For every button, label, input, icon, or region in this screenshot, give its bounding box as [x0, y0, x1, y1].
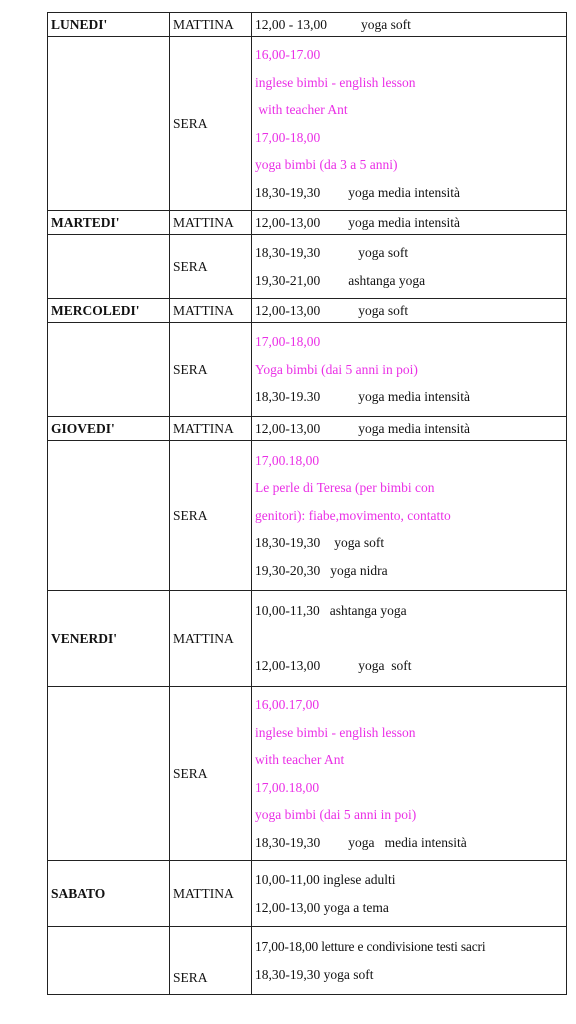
activity-cell — [252, 323, 567, 417]
activity-cell — [252, 37, 567, 211]
activity-name: yoga media intensità — [348, 184, 460, 200]
activity-line — [255, 239, 566, 267]
table-row — [48, 299, 567, 323]
day-label: MERCOLEDI' — [48, 299, 170, 323]
activity-name: yoga nidra — [330, 562, 388, 578]
slot-label: SERA — [170, 323, 252, 417]
day-label-empty — [48, 323, 170, 417]
time-range: 17,00.18,00 — [255, 779, 320, 795]
activity-name: ashtanga yoga — [329, 603, 407, 619]
activity-cell — [252, 299, 567, 323]
time-range: 17,00.18,00 — [255, 452, 320, 468]
day-label-empty — [48, 235, 170, 299]
time-range: 16,00.17,00 — [255, 697, 320, 712]
slot-label: SERA — [170, 235, 252, 299]
activity-cell — [252, 591, 567, 687]
time-range: 16,00-17.00 — [255, 47, 321, 62]
table-row — [48, 323, 567, 417]
time-range: 18,30-19,30 — [255, 245, 321, 260]
table-row — [48, 13, 567, 37]
activity-name: with teacher Ant — [255, 752, 345, 767]
slot-label: MATTINA — [170, 299, 252, 323]
activity-line: 10,00-11,00 inglese adulti — [255, 872, 396, 887]
activity-name: yoga soft — [358, 658, 412, 674]
activity-cell — [252, 417, 567, 441]
slot-label: SERA — [170, 687, 252, 861]
time-range: 12,00 - 13,00 — [255, 16, 327, 32]
activity-line — [255, 267, 566, 295]
day-label: MARTEDI' — [48, 211, 170, 235]
day-label-empty — [48, 687, 170, 861]
slot-label: MATTINA — [170, 861, 252, 927]
time-range: 12,00-13,00 — [255, 302, 321, 318]
table-row — [48, 37, 567, 211]
activity-line: 17,00-18,00 letture e condivisione testi sacri — [255, 939, 486, 954]
activity-name: yoga soft — [361, 16, 411, 32]
day-label: SABATO — [48, 861, 170, 927]
activity-name: ashtanga yoga — [348, 272, 426, 288]
activity-line — [255, 652, 566, 680]
activity-name: yoga soft — [358, 302, 409, 318]
activity-line — [255, 597, 566, 625]
activity-cell — [252, 235, 567, 299]
time-range: 10,00-11,30 — [255, 603, 320, 619]
activity-line: 18,30-19,30 yoga soft — [255, 966, 374, 982]
activity-cell — [252, 441, 567, 591]
activity-name: yoga media intensità — [348, 214, 460, 230]
time-range: 19,30-20,30 — [255, 562, 321, 578]
table-row — [48, 591, 567, 687]
activity-cell — [252, 211, 567, 235]
time-range: 19,30-21,00 — [255, 272, 321, 288]
table-row — [48, 441, 567, 591]
activity-line — [255, 179, 566, 207]
activity-name: yoga bimbi (dai 5 anni in poi) — [255, 807, 417, 822]
activity-name: genitori): fiabe,movimento, contatto — [255, 507, 451, 523]
activity-line — [255, 529, 566, 557]
table-row — [48, 927, 567, 995]
weekly-schedule-table — [47, 12, 567, 995]
activity-cell — [252, 861, 567, 927]
day-label: LUNEDI' — [48, 13, 170, 37]
activity-line — [255, 557, 566, 585]
table-row — [48, 211, 567, 235]
day-label-empty — [48, 927, 170, 995]
slot-label: MATTINA — [170, 13, 252, 37]
time-range: 18,30-19,30 — [255, 535, 321, 551]
activity-line — [255, 829, 566, 857]
activity-name: yoga media intensità — [358, 420, 470, 436]
time-range: 12,00-13,00 — [255, 214, 321, 230]
day-label-empty — [48, 37, 170, 211]
day-label: GIOVEDI' — [48, 417, 170, 441]
schedule-sheet — [47, 12, 566, 1008]
activity-name: with teacher Ant — [255, 102, 348, 117]
table-row — [48, 235, 567, 299]
activity-name: yoga bimbi (da 3 a 5 anni) — [255, 157, 398, 172]
activity-name: yoga media intensità — [348, 834, 467, 850]
activity-name: inglese bimbi - english lesson — [255, 74, 416, 90]
activity-name: Yoga bimbi (dai 5 anni in poi) — [255, 361, 418, 377]
time-range: 18,30-19,30 — [255, 834, 321, 850]
day-label: VENERDI' — [48, 591, 170, 687]
time-range: 18,30-19.30 — [255, 389, 321, 405]
activity-line — [255, 383, 566, 411]
table-row — [48, 687, 567, 861]
activity-cell — [252, 927, 567, 995]
table-row — [48, 861, 567, 927]
slot-label: MATTINA — [170, 417, 252, 441]
activity-name: Le perle di Teresa (per bimbi con — [255, 480, 435, 496]
slot-label: SERA — [170, 927, 252, 995]
slot-label: SERA — [170, 37, 252, 211]
activity-name: yoga media intensità — [358, 389, 470, 405]
slot-label: MATTINA — [170, 211, 252, 235]
activity-name: yoga soft — [334, 535, 385, 551]
table-row — [48, 417, 567, 441]
time-range: 12,00-13,00 — [255, 658, 321, 674]
activity-name: inglese bimbi - english lesson — [255, 724, 416, 740]
day-label-empty — [48, 441, 170, 591]
slot-label: MATTINA — [170, 591, 252, 687]
activity-cell — [252, 13, 567, 37]
time-range: 12,00-13,00 — [255, 420, 321, 436]
activity-line: 12,00-13,00 yoga a tema — [255, 899, 389, 915]
time-range: 17,00-18,00 — [255, 129, 321, 145]
activity-cell — [252, 687, 567, 861]
blank-line — [255, 625, 566, 653]
time-range: 17,00-18,00 — [255, 334, 321, 350]
time-range: 18,30-19,30 — [255, 184, 321, 200]
activity-name: yoga soft — [358, 245, 409, 260]
slot-label: SERA — [170, 441, 252, 591]
